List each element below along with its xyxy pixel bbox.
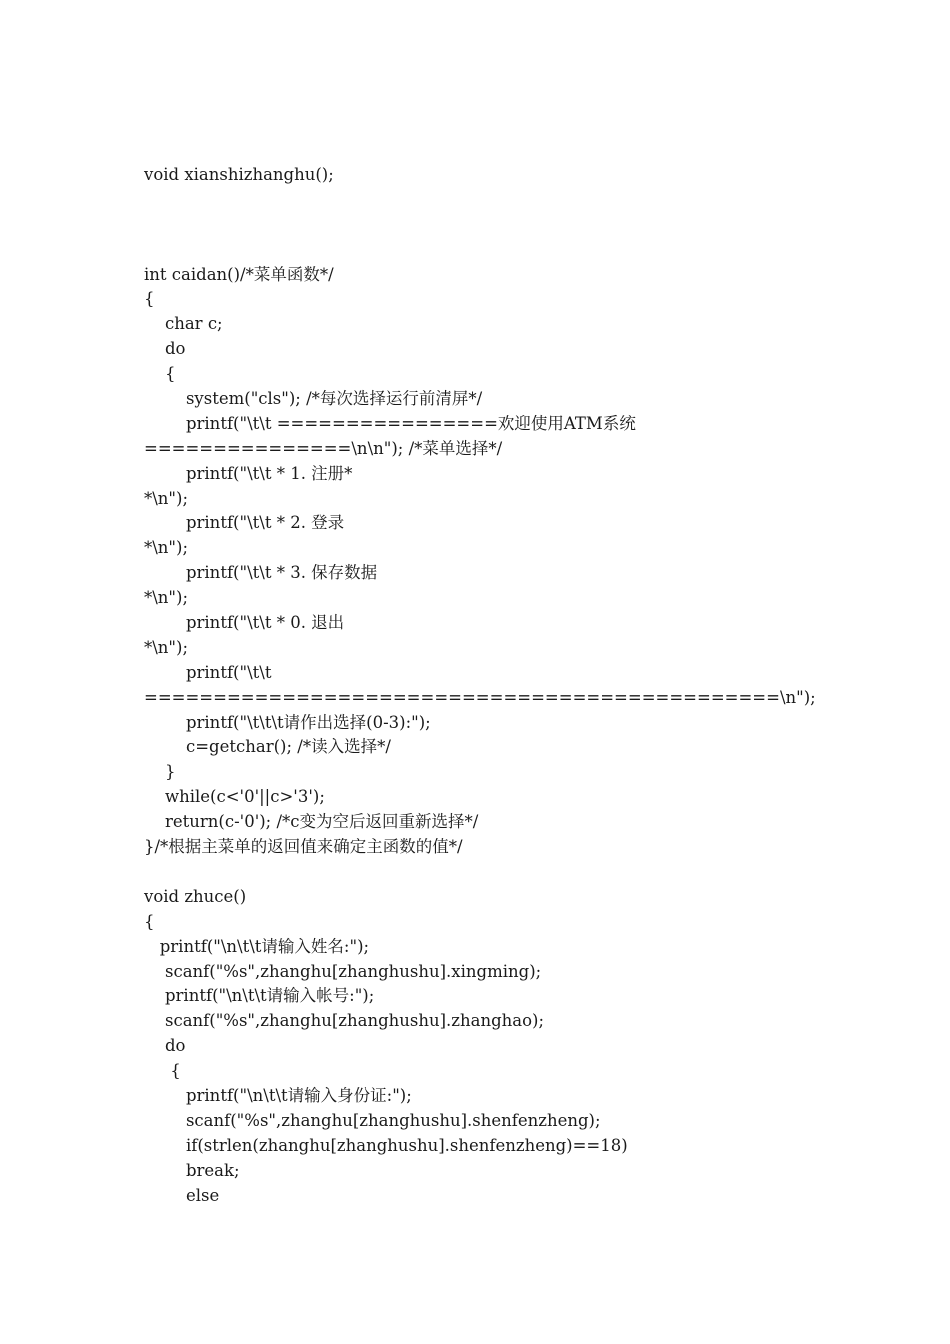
- code-line: *\n");: [144, 488, 189, 508]
- code-line: system("cls"); /*每次选择运行前清屏*/: [144, 389, 483, 409]
- code-line: printf("\t\t * 1. 注册*: [144, 463, 353, 483]
- code-line: printf("\n\t\t请输入帐号:");: [144, 986, 375, 1006]
- code-line: [144, 213, 924, 238]
- code-line: scanf("%s",zhanghu[zhanghushu].xingming);: [144, 961, 542, 981]
- code-line: [144, 188, 924, 213]
- code-line: printf("\t\t\t请作出选择(0-3):");: [144, 712, 431, 732]
- code-line: *\n");: [144, 588, 189, 608]
- code-line: ==============================================\n");: [144, 687, 816, 707]
- code-line: {: [144, 911, 155, 931]
- code-line: printf("\n\t\t请输入身份证:");: [144, 1085, 412, 1105]
- code-line: return(c-'0'); /*c变为空后返回重新选择*/: [144, 812, 479, 832]
- code-line: printf("\t\t * 2. 登录: [144, 513, 345, 533]
- code-line: scanf("%s",zhanghu[zhanghushu].zhanghao);: [144, 1011, 545, 1031]
- code-line: void zhuce(): [144, 886, 247, 906]
- code-line: if(strlen(zhanghu[zhanghushu].shenfenzheng)==18): [144, 1135, 628, 1155]
- code-line: else: [144, 1185, 220, 1205]
- code-line: printf("\t\t * 3. 保存数据: [144, 563, 378, 583]
- code-line: printf("\t\t ================欢迎使用ATM系统: [144, 413, 636, 433]
- code-line: while(c<'0'||c>'3');: [144, 787, 325, 807]
- code-line: do: [144, 1036, 186, 1056]
- code-line: ===============\n\n"); /*菜单选择*/: [144, 438, 503, 458]
- code-listing: [144, 163, 924, 1208]
- code-line: {: [144, 289, 155, 309]
- code-line: break;: [144, 1160, 240, 1180]
- code-line: {: [144, 1061, 181, 1081]
- code-line: printf("\t\t * 0. 退出: [144, 613, 345, 633]
- code-line: *\n");: [144, 538, 189, 558]
- code-line: void xianshizhanghu();: [144, 165, 334, 184]
- code-line: c=getchar(); /*读入选择*/: [144, 737, 391, 757]
- code-line: do: [144, 339, 186, 359]
- code-line: char c;: [144, 314, 223, 334]
- code-line: [144, 860, 924, 885]
- code-line: }/*根据主菜单的返回值来确定主函数的值*/: [144, 837, 463, 857]
- code-line: scanf("%s",zhanghu[zhanghushu].shenfenzheng);: [144, 1110, 601, 1130]
- code-line: [144, 238, 924, 263]
- code-line: int caidan()/*菜单函数*/: [144, 264, 334, 284]
- code-line: *\n");: [144, 637, 189, 657]
- code-line: printf("\n\t\t请输入姓名:");: [144, 936, 370, 956]
- code-line: {: [144, 364, 176, 384]
- code-line: printf("\t\t: [144, 662, 272, 682]
- code-line: }: [144, 762, 176, 782]
